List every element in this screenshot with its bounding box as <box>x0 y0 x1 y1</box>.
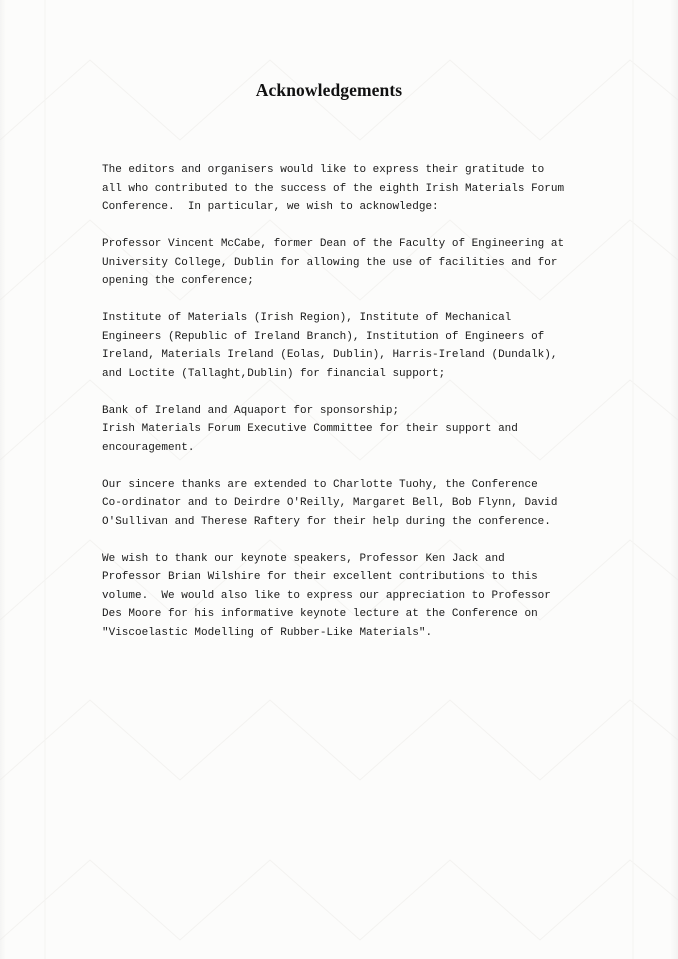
text-line: opening the conference; <box>102 275 254 287</box>
text-line: O'Sullivan and Therese Raftery for their help during the conference. <box>102 515 551 528</box>
text-line: Our sincere thanks are extended to Charlotte Tuohy, the Conference <box>102 478 538 491</box>
text-line: Professor Vincent McCabe, former Dean of the Faculty of Engineering at <box>102 238 565 250</box>
text-line: "Viscoelastic Modelling of Rubber-Like Materials". <box>102 626 433 639</box>
text-line: We wish to thank our keynote speakers, Professor Ken Jack and <box>102 552 505 565</box>
text-line: Engineers (Republic of Ireland Branch), Institution of Engineers of <box>102 330 545 343</box>
text-line: Professor Brian Wilshire for their excellent contributions to this <box>102 571 538 583</box>
text-line: Co-ordinator and to Deirdre O'Reilly, Margaret Bell, Bob Flynn, David <box>102 497 558 509</box>
page-title: Acknowledgements <box>255 80 403 100</box>
text-line: Ireland, Materials Ireland (Eolas, Dublin), Harris-Ireland (Dundalk), <box>102 349 558 361</box>
text-line: Des Moore for his informative keynote lecture at the Conference on <box>102 608 538 620</box>
paragraph-sponsorship <box>102 402 572 458</box>
paragraph-keynote <box>102 550 572 643</box>
paragraph-intro <box>102 161 572 217</box>
text-line: University College, Dublin for allowing the use of facilities and for <box>102 256 558 269</box>
text-line: all who contributed to the success of the eighth Irish Materials Forum <box>102 182 565 195</box>
text-line: Conference. In particular, we wish to acknowledge: <box>102 201 439 213</box>
paragraph-financial-support <box>102 309 572 383</box>
paragraph-thanks <box>102 476 572 532</box>
text-line: volume. We would also like to express our appreciation to Professor <box>102 589 551 602</box>
text-line: Bank of Ireland and Aquaport for sponsorship; <box>102 404 400 417</box>
text-line: The editors and organisers would like to express their gratitude to <box>102 164 545 176</box>
acknowledgements-body <box>102 161 572 642</box>
paragraph-mccabe <box>102 235 572 291</box>
text-line: Irish Materials Forum Executive Committee for their support and <box>102 423 518 435</box>
text-line: Institute of Materials (Irish Region), Institute of Mechanical <box>102 312 512 324</box>
text-line: and Loctite (Tallaght,Dublin) for financial support; <box>102 367 446 380</box>
text-line: encouragement. <box>102 441 195 454</box>
